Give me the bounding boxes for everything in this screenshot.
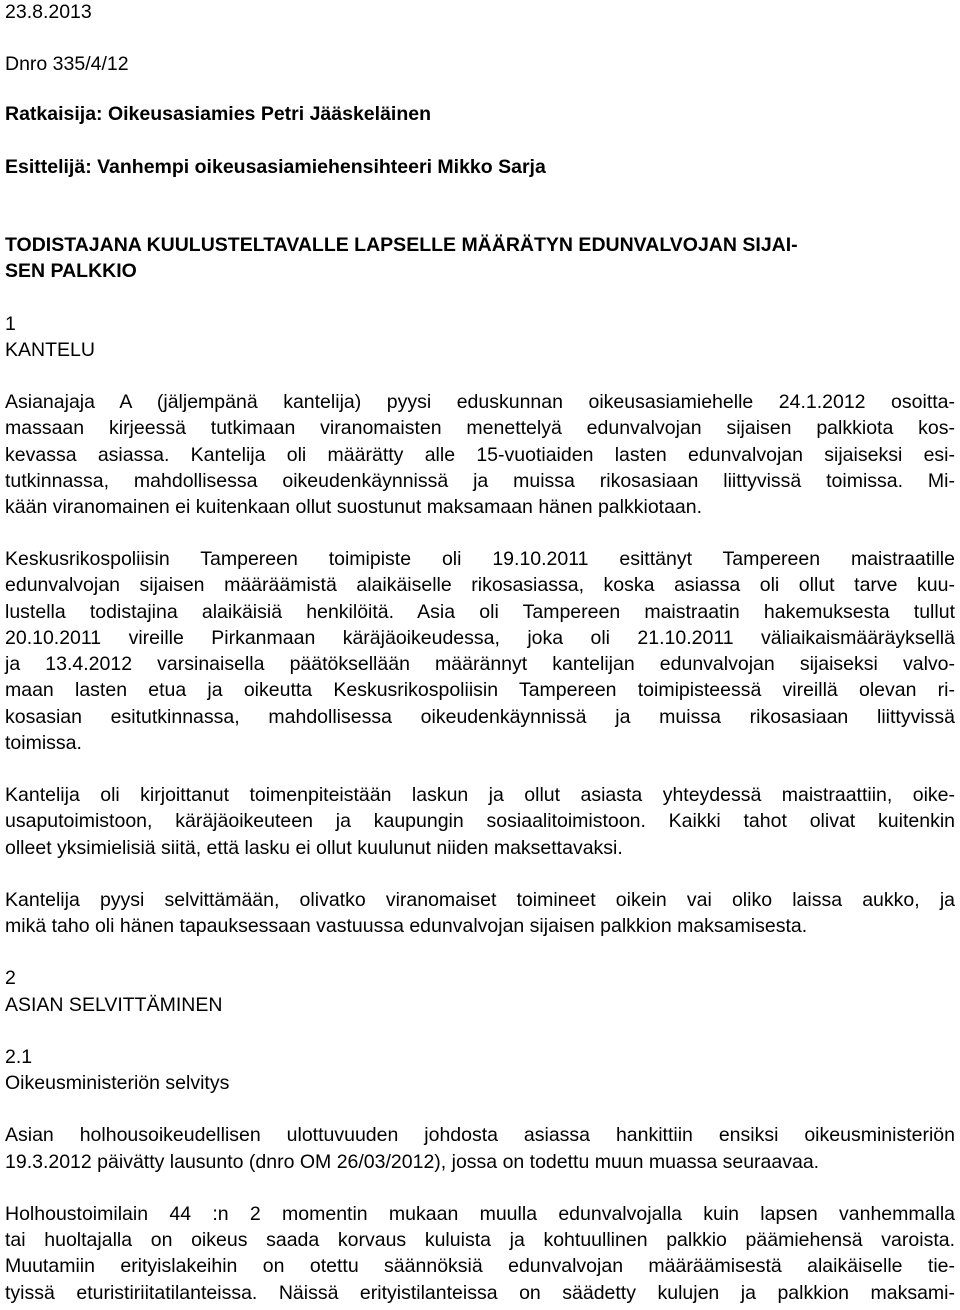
paragraph-line: tyissä eturistiriitatilanteissa. Näissä erityistilanteissa on säädetty kulujen ja palkkion maksami- bbox=[5, 1282, 955, 1304]
paragraph-line: Asian holhousoikeudellisen ulottuvuuden johdosta asiassa hankittiin ensiksi oikeusministeriön bbox=[5, 1124, 955, 1146]
document-date: 23.8.2013 bbox=[5, 1, 92, 23]
paragraph-line: lustella todistajina alaikäisiä henkilöitä. Asia oli Tampereen maistraatin hakemuksesta tullut bbox=[5, 601, 955, 623]
paragraph-line: kevassa asiassa. Kantelija oli määrätty alle 15-vuotiaiden lasten edunvalvojan sijaiseksi esi- bbox=[5, 444, 955, 466]
diary-number: Dnro 335/4/12 bbox=[5, 53, 129, 75]
paragraph-line: 20.10.2011 vireille Pirkanmaan käräjäoikeudessa, joka oli 21.10.2011 väliaikaismääräyksellä bbox=[5, 627, 955, 649]
document-title-line-2: SEN PALKKIO bbox=[5, 260, 137, 282]
paragraph-line: Keskusrikospoliisin Tampereen toimipiste oli 19.10.2011 esittänyt Tampereen maistraatille bbox=[5, 548, 955, 570]
paragraph-line: usaputoimistoon, käräjäoikeuteen ja kaupungin sosiaalitoimistoon. Kaikki tahot olivat kuitenkin bbox=[5, 810, 955, 832]
paragraph-line: tai huoltajalla on oikeus saada korvaus kuluista ja kohtuullinen palkkio päämiehensä varoista. bbox=[5, 1229, 955, 1251]
section-2-number: 2 bbox=[5, 967, 16, 989]
paragraph-line: massaan kirjeessä tutkimaan viranomaisten menettelyä edunvalvojan sijaisen palkkiota kos- bbox=[5, 417, 955, 439]
section-1-number: 1 bbox=[5, 313, 16, 335]
paragraph-line: toimissa. bbox=[5, 732, 82, 754]
paragraph-line: Kantelija pyysi selvittämään, olivatko viranomaiset toimineet oikein vai oliko laissa aukko, ja bbox=[5, 889, 955, 911]
document-title-line-1: TODISTAJANA KUULUSTELTAVALLE LAPSELLE MÄÄRÄTYN EDUNVALVOJAN SIJAI- bbox=[5, 234, 798, 256]
paragraph-line: kosasian esitutkinnassa, mahdollisessa oikeudenkäynnissä ja muissa rikosasiaan liittyvissä bbox=[5, 706, 955, 728]
paragraph-line: tutkinnassa, mahdollisessa oikeudenkäynnissä ja muissa rikosasiaan liittyvissä toimissa. Mi- bbox=[5, 470, 955, 492]
section-1-heading: KANTELU bbox=[5, 339, 95, 361]
paragraph-line: mikä taho oli hänen tapauksessaan vastuussa edunvalvojan sijaisen palkkion maksamisesta. bbox=[5, 915, 808, 937]
paragraph-line: kään viranomainen ei kuitenkaan ollut suostunut maksamaan hänen palkkiotaan. bbox=[5, 496, 703, 518]
paragraph-line: maan lasten etua ja oikeutta Keskusrikospoliisin Tampereen toimipisteessä vireillä olevan ri- bbox=[5, 679, 955, 701]
paragraph-line: edunvalvojan sijaisen määräämistä alaikäiselle rikosasiassa, koska asiassa oli ollut tarve kuu- bbox=[5, 574, 955, 596]
paragraph-line: Kantelija oli kirjoittanut toimenpiteistään laskun ja ollut asiasta yhteydessä maistraattiin, oike- bbox=[5, 784, 955, 806]
subsection-2-1-number: 2.1 bbox=[5, 1046, 33, 1068]
paragraph-line: Asianajaja A (jäljempänä kantelija) pyysi eduskunnan oikeusasiamiehelle 24.1.2012 osoitta- bbox=[5, 391, 955, 413]
paragraph-line: 19.3.2012 päivätty lausunto (dnro OM 26/03/2012), jossa on todettu muun muassa seuraavaa. bbox=[5, 1151, 820, 1173]
subsection-2-1-heading: Oikeusministeriön selvitys bbox=[5, 1072, 230, 1094]
paragraph-line: Muutamiin erityislakeihin on otettu säännöksiä edunvalvojan määräämisestä alaikäiselle tie- bbox=[5, 1255, 955, 1277]
presenting-official: Esittelijä: Vanhempi oikeusasiamiehensihteeri Mikko Sarja bbox=[5, 156, 546, 178]
paragraph-line: Holhoustoimilain 44 :n 2 momentin mukaan muulla edunvalvojalla kuin lapsen vanhemmalla bbox=[5, 1203, 955, 1225]
decision-maker: Ratkaisija: Oikeusasiamies Petri Jääskeläinen bbox=[5, 103, 432, 125]
paragraph-line: ja 13.4.2012 varsinaisella päätöksellään määrännyt kantelijan edunvalvojan sijaiseksi valvo- bbox=[5, 653, 955, 675]
section-2-heading: ASIAN SELVITTÄMINEN bbox=[5, 994, 223, 1016]
paragraph-line: olleet yksimielisiä siitä, että lasku ei ollut kuulunut niiden maksettavaksi. bbox=[5, 837, 623, 859]
